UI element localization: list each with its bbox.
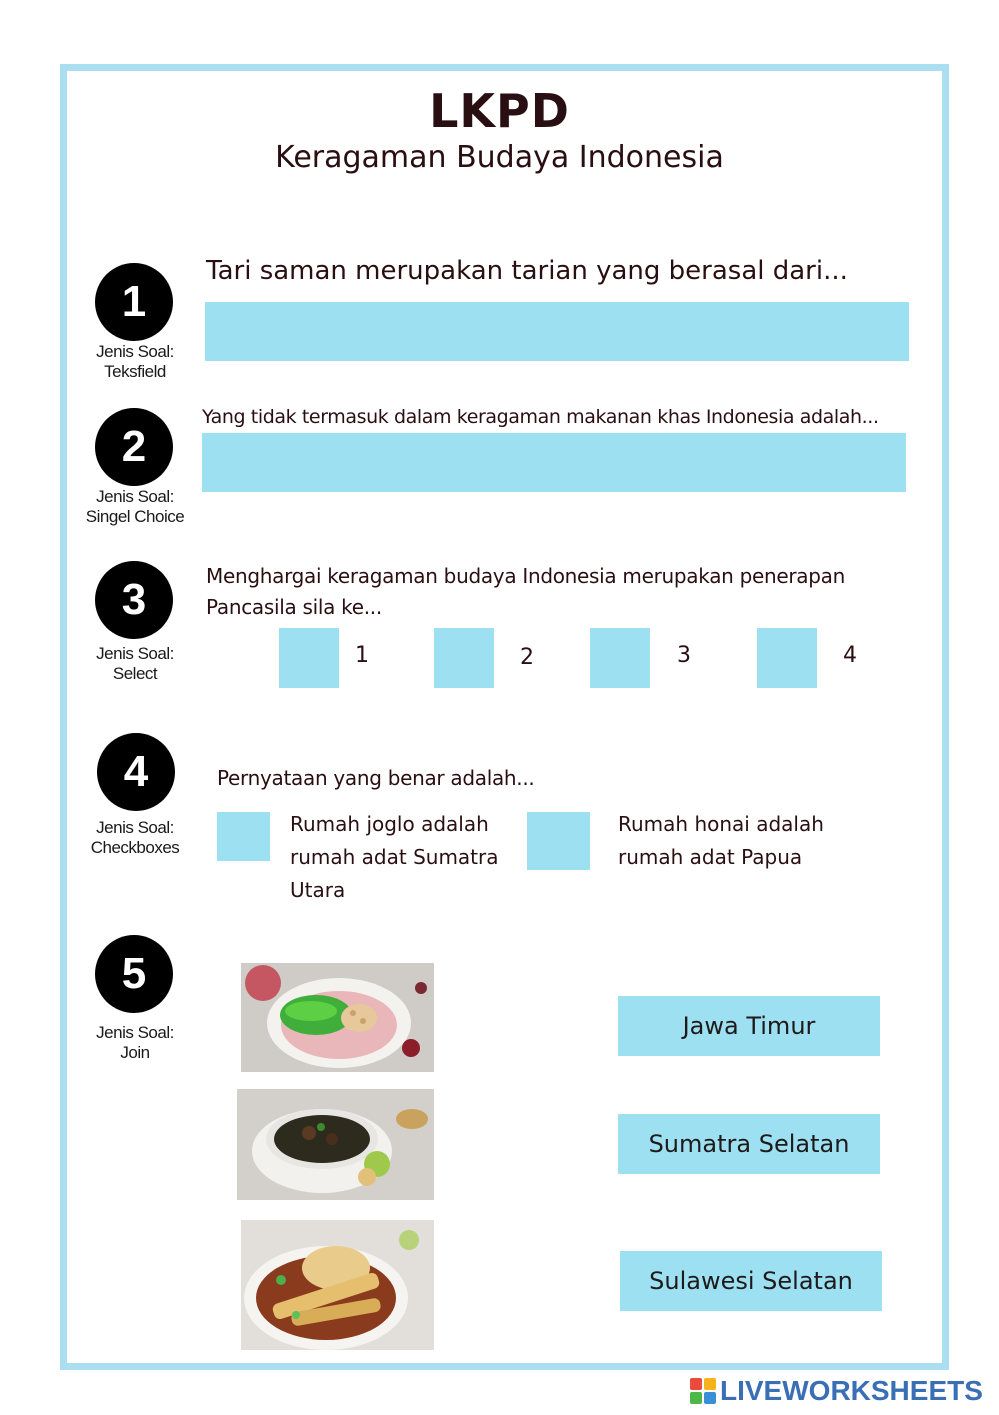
food-image-1[interactable] <box>241 963 434 1072</box>
food-image-3-drawing <box>241 1220 434 1350</box>
question-2-answer-field[interactable] <box>202 433 906 492</box>
food-image-3[interactable] <box>241 1220 434 1350</box>
question-3-number: 3 <box>95 561 173 639</box>
question-1-answer-field[interactable] <box>205 302 909 361</box>
question-4-option-1-checkbox[interactable] <box>217 812 270 861</box>
liveworksheets-logo-icon <box>690 1378 716 1404</box>
question-3-prompt-line1: Menghargai keragaman budaya Indonesia merupakan penerapan <box>206 564 845 588</box>
question-1-prompt: Tari saman merupakan tarian yang berasal dari... <box>206 256 848 286</box>
question-2-prompt: Yang tidak termasuk dalam keragaman makanan khas Indonesia adalah... <box>202 406 879 428</box>
question-3-option-3-label: 3 <box>677 643 691 668</box>
question-1-type <box>75 342 195 382</box>
question-3-type-label: Jenis Soal: <box>96 644 174 663</box>
question-4-type <box>75 818 195 858</box>
question-3-option-1-box[interactable] <box>279 628 339 688</box>
question-2-number: 2 <box>95 408 173 486</box>
food-image-2[interactable] <box>237 1089 434 1200</box>
answer-option-jawa-timur[interactable]: Jawa Timur <box>618 996 880 1056</box>
question-3-option-2-label: 2 <box>520 645 534 670</box>
question-4-option-1-line2: rumah adat Sumatra <box>290 845 499 869</box>
question-4-option-2-checkbox[interactable] <box>527 812 590 870</box>
question-4-option-2-text <box>618 808 824 874</box>
question-4-option-2-line2: rumah adat Papua <box>618 845 803 869</box>
question-4-option-1-line3: Utara <box>290 878 346 902</box>
question-5-type-value: Join <box>120 1043 150 1062</box>
question-2-type <box>75 487 195 527</box>
question-2-type-label: Jenis Soal: <box>96 487 174 506</box>
question-4-option-1-line1: Rumah joglo adalah <box>290 812 489 836</box>
question-4-type-value: Checkboxes <box>90 838 180 857</box>
question-3-option-3-box[interactable] <box>590 628 650 688</box>
question-3-option-4-label: 4 <box>843 643 857 668</box>
liveworksheets-logo <box>690 1374 983 1408</box>
question-4-option-1-text <box>290 808 499 907</box>
answer-option-sulawesi-selatan[interactable]: Sulawesi Selatan <box>620 1251 882 1311</box>
question-1-type-value: Teksfield <box>104 362 166 381</box>
question-1-type-label: Jenis Soal: <box>96 342 174 361</box>
answer-option-sumatra-selatan[interactable]: Sumatra Selatan <box>618 1114 880 1174</box>
question-3-option-4-box[interactable] <box>757 628 817 688</box>
question-4-number: 4 <box>97 733 175 811</box>
question-5-number: 5 <box>95 935 173 1013</box>
page-title: LKPD <box>429 84 570 138</box>
question-3-prompt <box>206 561 845 623</box>
question-3-option-1-label: 1 <box>355 643 369 668</box>
food-image-2-drawing <box>237 1089 434 1200</box>
question-3-type-value: Select <box>112 664 158 683</box>
question-1-number: 1 <box>95 263 173 341</box>
page-subtitle: Keragaman Budaya Indonesia <box>275 140 724 175</box>
question-4-option-2-line1: Rumah honai adalah <box>618 812 824 836</box>
question-3-prompt-line2: Pancasila sila ke... <box>206 595 382 619</box>
liveworksheets-logo-text: LIVEWORKSHEETS <box>720 1375 983 1406</box>
question-5-type <box>75 1023 195 1063</box>
question-3-option-2-box[interactable] <box>434 628 494 688</box>
question-4-prompt: Pernyataan yang benar adalah... <box>217 766 535 790</box>
food-image-1-drawing <box>241 963 434 1072</box>
question-4-type-label: Jenis Soal: <box>96 818 174 837</box>
question-2-type-value: Singel Choice <box>85 507 185 526</box>
question-3-type <box>75 644 195 684</box>
question-5-type-label: Jenis Soal: <box>96 1023 174 1042</box>
